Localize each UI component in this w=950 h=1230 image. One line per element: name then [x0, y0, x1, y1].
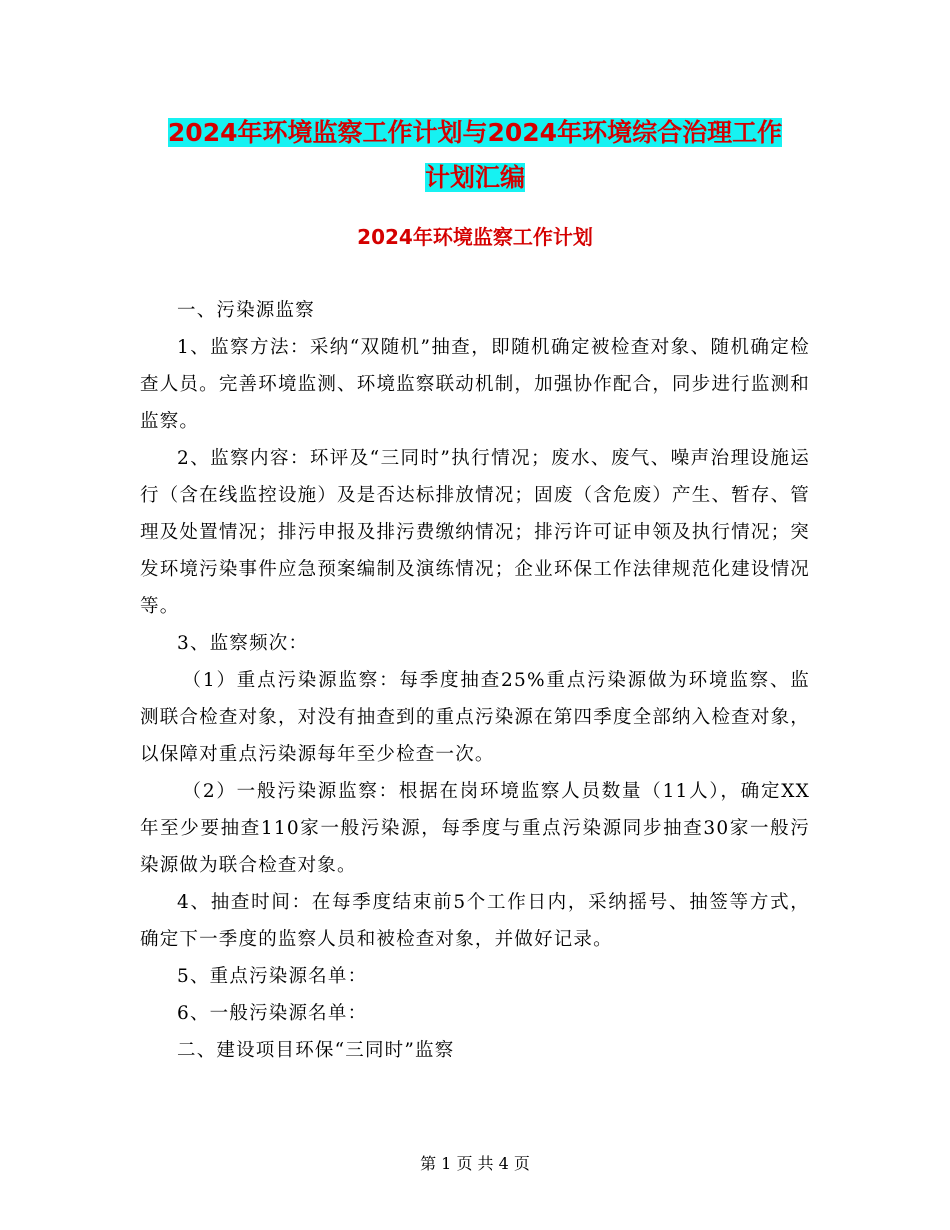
- document-title-line2: 计划汇编: [424, 163, 525, 192]
- paragraph: 3、监察频次：: [177, 633, 309, 654]
- document-title: [140, 110, 810, 200]
- paragraph: 4、抽查时间：在每季度结束前5个工作日内，采纳摇号、抽签等方式，确定下一季度的监察人员和被检查对象，并做好记录。: [140, 892, 810, 950]
- section-title: 2024年环境监察工作计划: [357, 225, 593, 249]
- paragraph-heading-1: 一、污染源监察: [177, 300, 315, 321]
- document-title-line1: 2024年环境监察工作计划与2024年环境综合治理工作: [167, 118, 783, 147]
- paragraph: 5、重点污染源名单：: [177, 966, 368, 987]
- document-body: [140, 292, 810, 1069]
- paragraph: 1、监察方法：采纳“双随机”抽查，即随机确定被检查对象、随机确定检查人员。完善环境监测、环境监察联动机制，加强协作配合，同步进行监测和监察。: [140, 337, 810, 432]
- paragraph: （1）重点污染源监察：每季度抽查25%重点污染源做为环境监察、监测联合检查对象，对没有抽查到的重点污染源在第四季度全部纳入检查对象，以保障对重点污染源每年至少检查一次。: [140, 670, 810, 765]
- paragraph: 6、一般污染源名单：: [177, 1003, 368, 1024]
- page-footer: 第 1 页 共 4 页: [420, 1154, 530, 1173]
- paragraph: 2、监察内容：环评及“三同时”执行情况；废水、废气、噪声治理设施运行（含在线监控设施）及是否达标排放情况；固废（含危废）产生、暂存、管理及处置情况；排污申报及排污费缴纳情况；排污许可证申领及执行情况；突发环境污染事件应急预案编制及演练情况；企业环保工作法律规范化建设情况等。: [140, 448, 810, 617]
- paragraph-heading-2: 二、建设项目环保“三同时”监察: [177, 1040, 455, 1061]
- paragraph: （2）一般污染源监察：根据在岗环境监察人员数量（11人），确定XX年至少要抽查110家一般污染源，每季度与重点污染源同步抽查30家一般污染源做为联合检查对象。: [140, 781, 810, 876]
